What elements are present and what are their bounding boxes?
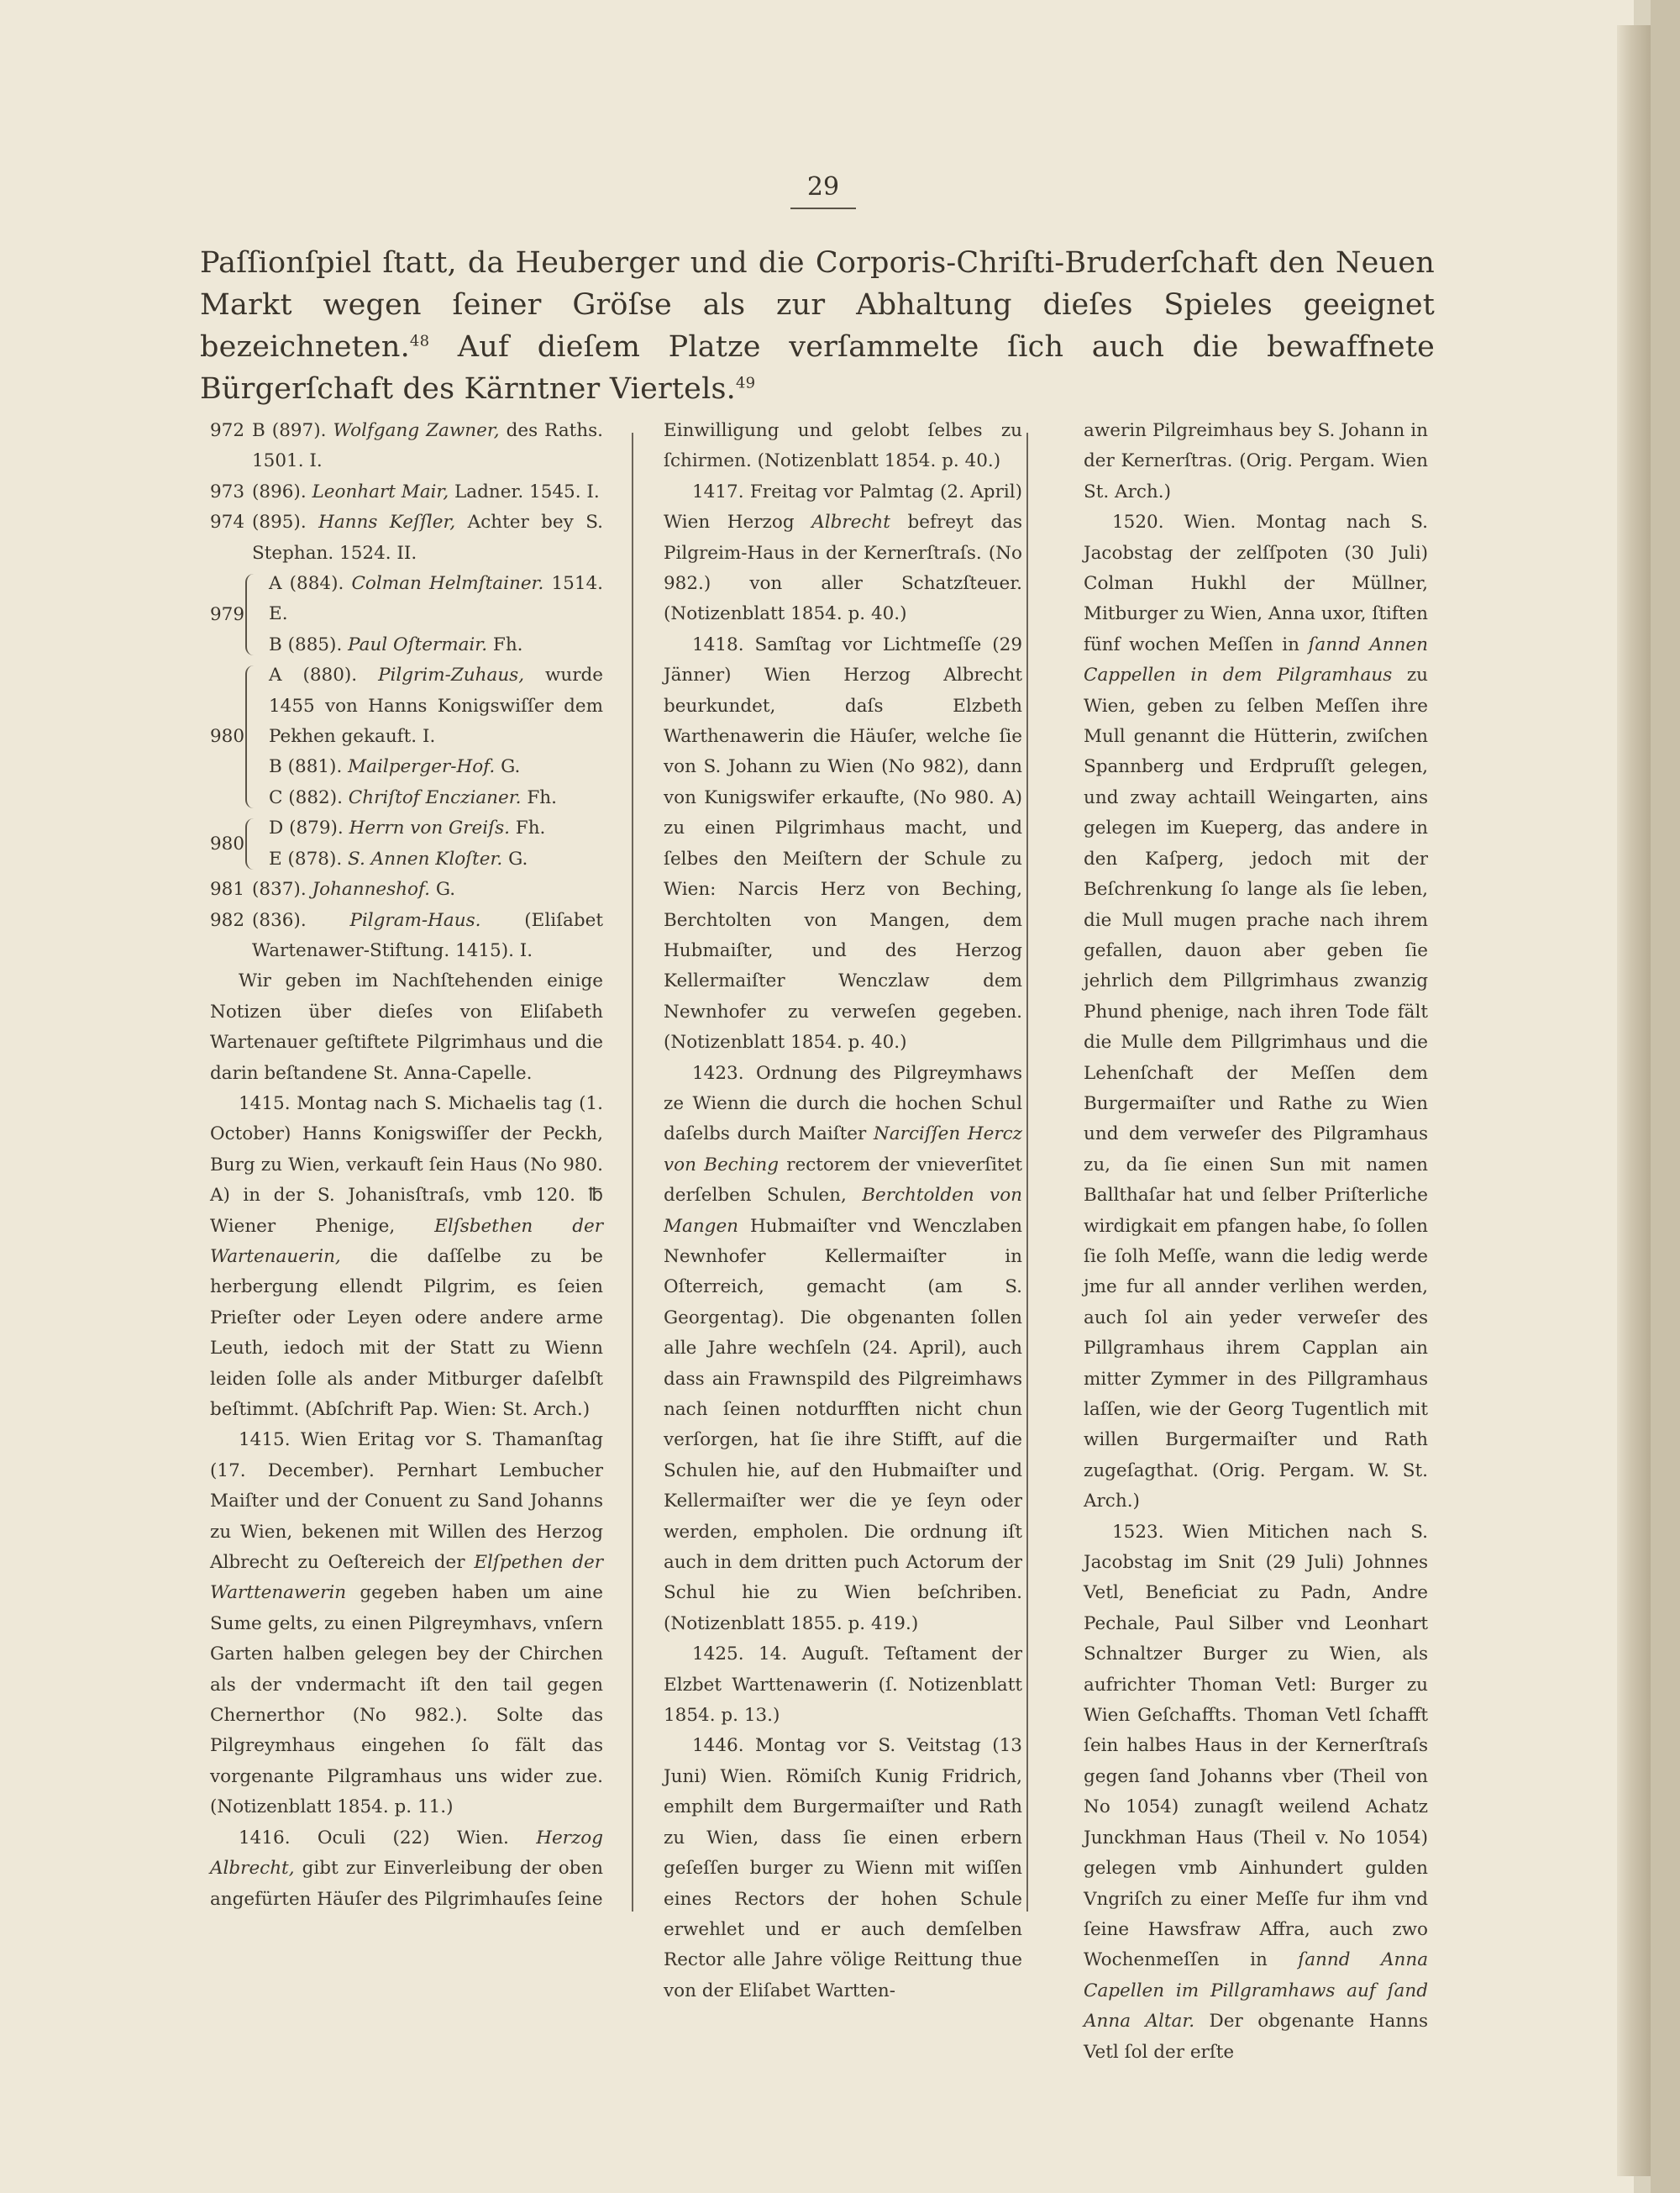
entry-ref: (837). [252,879,307,901]
text-run: 1417. Freitag vor Palmtag (2. April) Wien Herzog [664,481,1022,534]
footnote-48: 48 [409,332,430,350]
intro-line-2b: Auf dieſem Platze verſammelte [429,330,979,364]
list-entry-982 [210,906,603,967]
intro-line-1: Paſſionſpiel ſtatt, da Heuberger und die Corporis-Chriſti-Bruderſchaft den Neuen Markt wegen [200,246,1435,322]
text-run: 1423. Ordnung des Pilgreymhaws ze Wienn die durch die hochen Schul daſelbs durch Maiſter [664,1062,1022,1145]
entry-ref: D (879). [269,818,344,839]
text-run: die daſſelbe zu be herbergung ellendt Pilgrim, es ſeien Prieſter oder Leyen odere andere arme Leuth, iedoch mit der Statt zu Wienn leiden ſolle als ander Mitburger daſelbſt beſtimmt. (Abſchrift Pap. Wien: St. Arch.) [210,1245,603,1420]
entry-detail: des Raths. 1501. I. [252,420,603,472]
column-2 [664,416,1022,2006]
entry-ref: C (882). [269,786,343,808]
column-divider-1 [632,433,633,1912]
italic-name: ſannd Anna Capellen im Pillgramhaws auf ſand Anna Altar. [1084,1949,1429,2033]
list-entry-972 [210,416,603,477]
brace-icon [245,574,255,655]
text-run: zu Wien, geben zu ſelben Meſſen ihre Mull genannt die Hütterin, zwiſchen Spannberg und Erdpruſſt gelegen, und zway achtaill Weingarten, ains gelegen im Kueperg, das andere in den Kaſperg, jedoch mit der Beſchrenkung ſo lange als ſie leben, die Mull mugen prache nach ihrem gefallen, dauon aber geben ſie jehrlich dem Pillgrimhaus zwanzig Phund phenige, nach ihren Tode fält die Mulle dem Pillgrimhaus und die Lehenſchaft der Meſſen dem Burgermaiſter und Rathe zu Wien und dem verweſer des Pilgramhaus zu, da ſie einen Sun mit namen Ballthaſar hat und ſelber Priſterliche wirdigkait em pfangen habe, ſo ſollen ſie ſolh Meſſe, wann die ledig werde jme fur all annder verlihen werden, auch ſol ain yeder verweſer des Pillgramhaus ihrem Capplan ain mitter Zymmer in des Pillgramhaus laſſen, wie der Georg Tugentlich mit willen Burgermaiſter und Rath zugeſagthat. (Orig. Pergam. W. St. Arch.) [1084,665,1429,1512]
paragraph [1084,507,1428,1517]
page-number: 29 [785,172,861,202]
entry-ref: E (878). [269,848,343,870]
paragraph [210,1823,603,1915]
text-run: 1520. Wien. Montag nach S. Jacobstag der zelſſpoten (30 Juli) Colman Hukhl der Müllner, Mitburger zu Wien, Anna uxor, ſtiften fünf wochen Meſſen in [1084,512,1428,655]
list-entry-980-d [260,813,603,844]
entry-number: 979 [210,603,245,625]
italic-name: Elſsbethen der Wartenauerin, [210,1215,603,1267]
italic-name: Narciſſen Hercz von Beching [664,1123,1023,1175]
entry-name: Paul Oſtermair. [348,634,488,655]
paragraph: 1418. Samſtag vor Lichtmeſſe (29 Jänner) Wien Herzog Albrecht beurkundet, daſs Elzbeth Warthenawerin die Häuſer, welche ſie von S. Johann zu Wien (No 982), dann von Kunigswifer erkaufte, (No 980. A) zu einen Pilgrimhaus macht, und ſelbes den Meiſtern der Schule zu Wien: Narcis Herz von Beching, Berchtolten von Mangen, dem Hubmaiſter, und des Herzog Kellermaiſter Wenczlaw dem Newnhofer zu verweſen gegeben. (Notizenblatt 1854. p. 40.) [664,634,1022,1054]
list-entry-980-c [260,783,603,813]
entry-detail: Fh. [509,818,546,839]
italic-name: Berchtolden von Mangen [664,1185,1022,1237]
entry-number: 980 [210,726,245,748]
text-run: gibt zur Einverleibung der oben angefürten Häuſer des Pilgrimhauſes ſeine [210,1858,603,1910]
entry-ref: B (881). [269,756,343,778]
footnote-49: 49 [735,374,756,392]
entry-number: 974 [210,512,245,534]
entry-number: 982 [210,909,245,931]
list-entry-973 [210,477,603,507]
list-entry-980-a [260,660,603,752]
text-run: 1415. Montag nach S. Michaelis tag (1. October) Hanns Konigswiſſer der Peckh, Burg zu Wien, verkauft ſein Haus (No 980. A) in der S. Johanisſtraſs, vmb 120. ℔ Wiener Phenige, [210,1092,603,1237]
entry-detail: Fh. [487,634,523,655]
intro-line-2: ſeiner Gröſse als zur Abhaltung dieſes Spieles geeignet bezeichneten. [200,288,1436,364]
list-group-980a [210,660,603,813]
paragraph [664,477,1022,630]
entry-number: 973 [210,481,245,502]
text-run: befreyt das Pilgreim-Haus in der Kernerſtraſs. (No 982.) von aller Schatzſteuer. (Notizenblatt 1854. p. 40.) [664,512,1022,625]
entry-ref: A (884). [269,573,344,595]
entry-detail: (Eliſabet Wartenawer-Stiftung. 1415). I. [252,909,603,961]
text-run: gegeben haben um aine Sume gelts, zu einen Pilgreymhavs, vnſern Garten halben gelegen bey der Chirchen als der vndermacht iſt den tail gegen Chernerthor (No 982.). Solte das Pilgreymhaus eingehen ſo fält das vorgenante Pilgramhaus uns wider zue. (Notizenblatt 1854. p. 11.) [210,1582,603,1818]
book-cover-edge [1651,0,1680,2193]
list-entry-980-b [260,752,603,782]
entry-number: 980 [210,833,245,855]
entry-detail: Achter bey S. Stephan. 1524. II. [252,512,603,564]
list-entry-979b [260,630,603,660]
entry-name: Hanns Keſſler, [318,512,456,534]
entry-detail: G. [495,756,521,778]
intro-paragraph [200,242,1435,410]
italic-name: Albrecht [811,512,890,534]
column-divider-2 [1026,433,1028,1912]
list-entry-979a [260,569,603,630]
paragraph: 1425. 14. Auguſt. Teſtament der Elzbet Warttenawerin (ſ. Notizenblatt 1854. p. 13.) [664,1643,1022,1727]
entry-detail: Ladner. 1545. I. [449,481,600,502]
entry-detail: G. [502,848,528,870]
list-group-979 [210,569,603,660]
italic-name: ſannd Annen Cappellen in dem Pilgramhaus [1084,634,1428,686]
paragraph [1084,1517,1428,2068]
column-1 [210,416,603,1915]
entry-name: Pilgram-Haus. [349,909,481,931]
entry-name: Chriſtof Enczianer. [348,786,522,808]
intro-line-3: ſich auch die bewaffnete Bürgerſchaft des Kärntner Viertels. [200,330,1435,406]
italic-name: Herzog Albrecht, [210,1827,603,1880]
brace-icon [245,818,255,870]
entry-name: Herrn von Greiſs. [349,818,510,839]
paragraph [664,1059,1022,1640]
text-run: Der obgenante Hanns Vetl ſol der erſte [1084,2011,1429,2063]
entry-ref: A (880). [269,665,358,686]
entry-detail: Fh. [521,786,557,808]
entry-name: Colman Helmſtainer. [351,573,544,595]
paragraph: awerin Pilgreimhaus bey S. Johann in der Kernerſtras. (Orig. Pergam. Wien St. Arch.) [1084,420,1428,502]
list-group-980b [210,813,603,875]
entry-number: 981 [210,879,245,901]
entry-name: Johanneshof. [312,879,430,901]
paragraph: Wir geben im Nachſtehenden einige Notizen über dieſes von Eliſabeth Wartenauer geſtiftete Pilgrimhaus und die darin beſtandene St. Anna-Capelle. [210,970,603,1084]
text-run: rectorem der vnieverſitet derſelben Schulen, [664,1154,1023,1207]
entry-name: Pilgrim-Zuhaus, [378,665,525,686]
text-run: 1416. Oculi (22) Wien. [239,1827,537,1849]
book-page-edge [1617,25,1654,2176]
column-3 [1084,416,1428,2068]
entry-ref: (895). [252,512,307,534]
entry-name: Mailperger-Hof. [348,756,496,778]
paragraph [210,1089,603,1425]
italic-name: Elſpethen der Warttenawerin [210,1552,603,1604]
entry-ref: B (897). [252,420,327,441]
entry-ref: (896). [252,481,307,502]
text-run: Hubmaiſter vnd Wenczlaben Newnhofer Kellermaiſter in Oſterreich, gemacht (am S. Georgentag). Die obgenanten ſollen alle Jahre wechſeln (24. April), auch dass ain Frawnspild des Pilgreimhaws nach ſeinen notdurfften nicht chun verſorgen, hat ſie ihre Stifft, auf die Schulen hie, auf den Hubmaiſter und Kellermaiſter wer die ye ſeyn oder werden, empholen. Die ordnung iſt auch in dem dritten puch Actorum der Schul hie zu Wien beſchriben. (Notizenblatt 1855. p. 419.) [664,1215,1022,1634]
entry-name: Leonhart Mair, [312,481,449,502]
entry-detail: wurde 1455 von Hanns Konigswiſſer dem Pekhen gekauft. I. [269,665,603,748]
entry-ref: (836). [252,909,307,931]
entry-ref: B (885). [269,634,343,655]
list-entry-981 [210,875,603,905]
text-run: 1523. Wien Mitichen nach S. Jacobstag im Snit (29 Juli) Johnnes Vetl, Beneficiat zu Padn, Andre Pechale, Paul Silber vnd Leonhart Schnaltzer Burger zu Wien, als aufrichter Thoman Vetl: Burger zu Wien Geſchaffts. Thoman Vetl ſchafft ſein halbes Haus in der Kernerſtraſs gegen ſand Johanns vber (Theil von No 1054) zunagſt weilend Achatz Junckhman Haus (Theil v. No 1054) gelegen vmb Ainhundert gulden Vngriſch zu einer Meſſe fur ihm vnd ſeine Hawsfraw Affra, auch zwo Wochenmeſſen in [1084,1521,1428,1971]
entry-name: S. Annen Kloſter. [348,848,503,870]
list-entry-980-e [260,844,603,875]
paragraph [210,1425,603,1822]
entry-detail: G. [430,879,456,901]
brace-icon [245,665,255,808]
paragraph: Einwilligung und gelobt ſelbes zu ſchirmen. (Notizenblatt 1854. p. 40.) [664,420,1022,472]
entry-detail: 1514. E. [269,573,604,625]
text-run: 1415. Wien Eritag vor S. Thamanſtag (17. December). Pernhart Lembucher Maiſter und der Conuent zu Sand Johanns zu Wien, bekenen mit Willen des Herzog Albrecht zu Oeſtereich der [210,1429,603,1574]
entry-number: 972 [210,420,245,441]
entry-name: Wolfgang Zawner, [333,420,500,441]
paragraph: 1446. Montag vor S. Veitstag (13 Juni) Wien. Römiſch Kunig Fridrich, emphilt dem Burgermaiſter und Rath zu Wien, dass ſie einen erbern geſeſſen burger zu Wienn mit wiſſen eines Rectors der hohen Schule erwehlet und er auch demſelben Rector alle Jahre völige Reittung thue von der Eliſabet Wartten- [664,1735,1022,2001]
list-entry-974 [210,507,603,569]
